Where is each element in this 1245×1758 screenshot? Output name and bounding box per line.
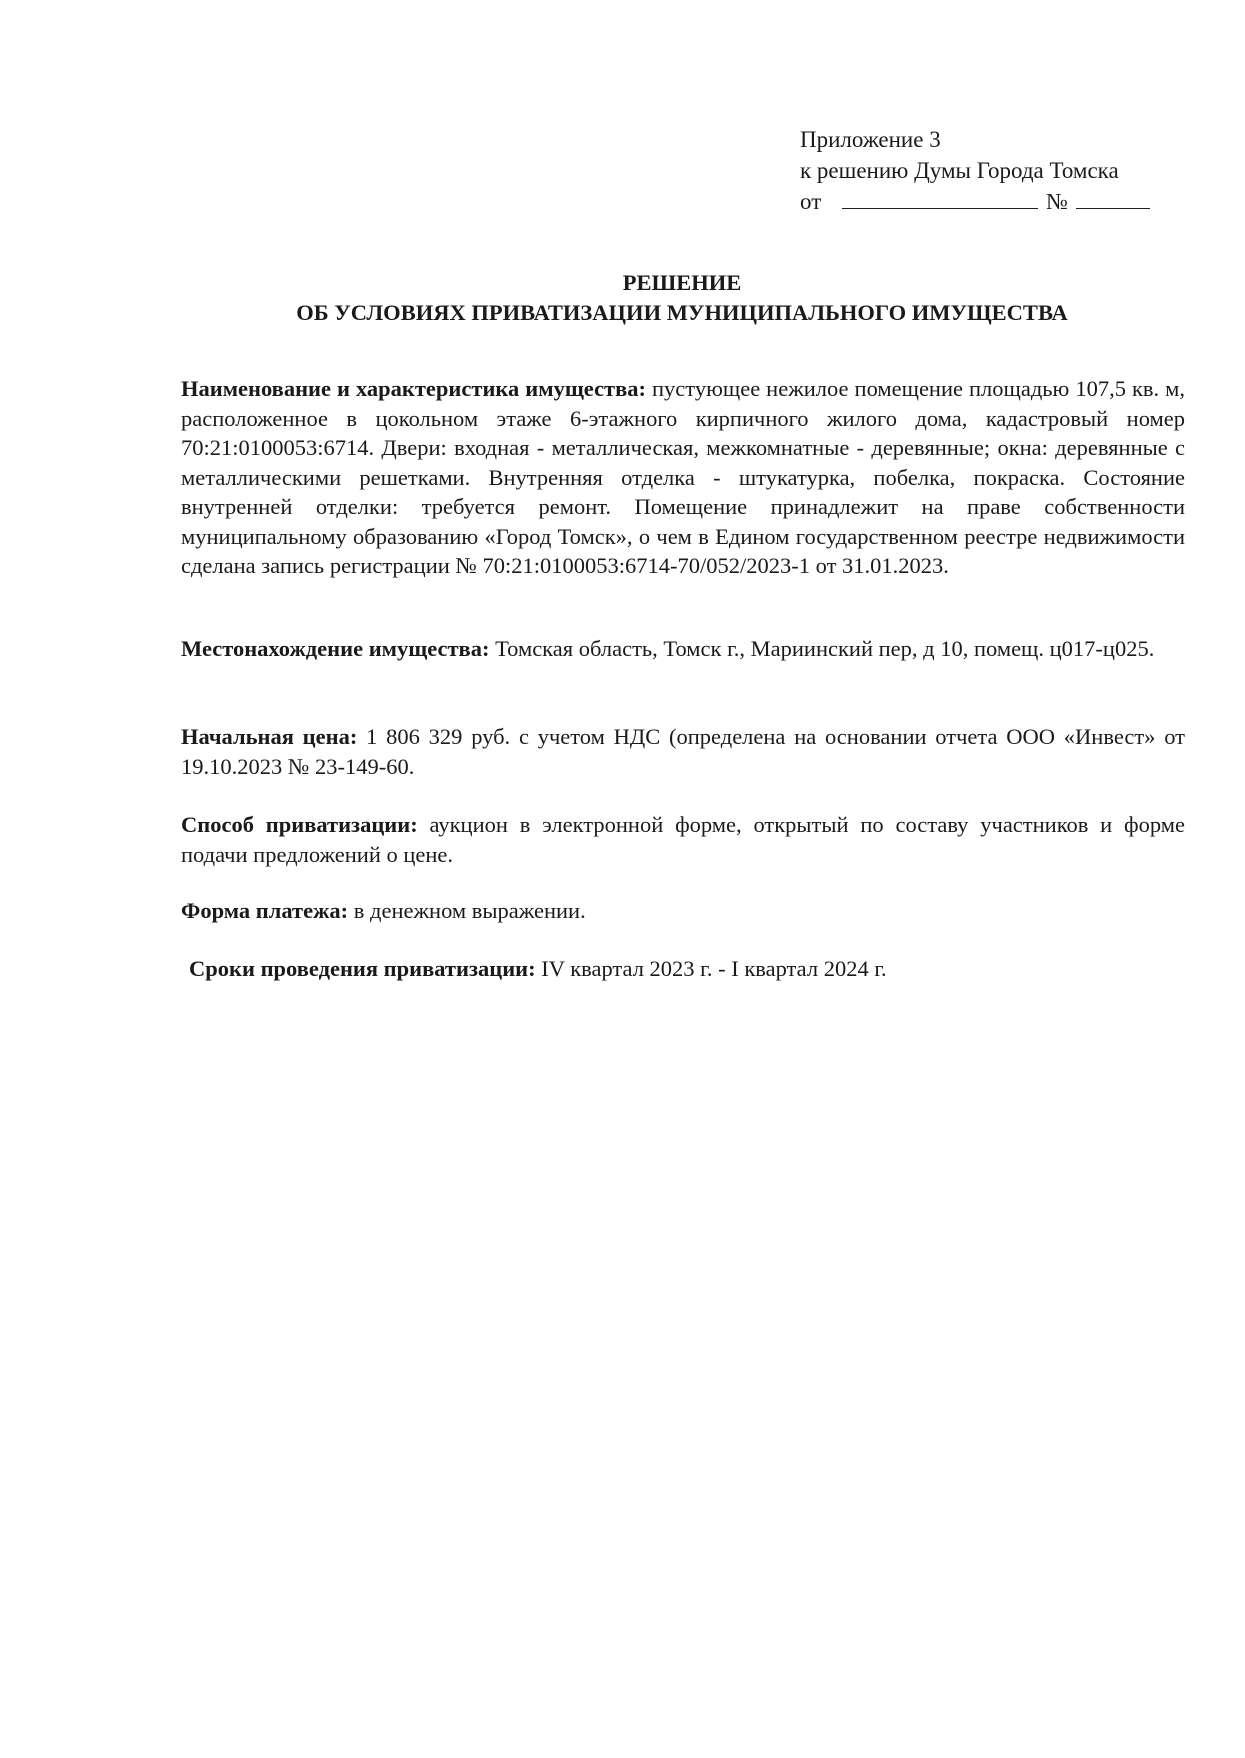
number-blank (1076, 188, 1150, 209)
property-name-label: Наименование и характеристика имущества: (181, 376, 647, 401)
appendix-number: Приложение 3 (800, 127, 941, 152)
payment-form-label: Форма платежа: (181, 898, 349, 923)
privatization-terms-text: IV квартал 2023 г. - I квартал 2024 г. (535, 956, 887, 981)
initial-price-text: 1 806 329 руб. с учетом НДС (определена на основании отчета ООО «Инвест» от 19.10.2023 № 23-149-60. (181, 724, 1185, 779)
location-label: Местонахождение имущества: (181, 636, 490, 661)
appendix-header (800, 124, 1150, 217)
section-property-name (181, 374, 1185, 581)
section-privatization-terms (189, 954, 1193, 984)
title-line-2: ОБ УСЛОВИЯХ ПРИВАТИЗАЦИИ МУНИЦИПАЛЬНОГО ИМУЩЕСТВА (296, 300, 1068, 325)
payment-form-text: в денежном выражении. (348, 898, 586, 923)
number-label: № (1046, 189, 1068, 214)
appendix-reference: к решению Думы Города Томска (800, 158, 1119, 183)
section-privatization-method (181, 810, 1185, 869)
location-text: Томская область, Томск г., Мариинский пер, д 10, помещ. ц017-ц025. (489, 636, 1155, 661)
title-line-1: РЕШЕНИЕ (622, 270, 742, 295)
privatization-method-text: аукцион в электронной форме, открытый по составу участников и форме подачи предложений о цене. (181, 812, 1185, 867)
date-blank (842, 188, 1038, 209)
appendix-date-line (800, 186, 1150, 217)
section-payment-form (181, 896, 1185, 926)
date-label: от (800, 189, 822, 214)
initial-price-label: Начальная цена: (181, 724, 358, 749)
section-initial-price (181, 722, 1185, 781)
property-name-text: пустующее нежилое помещение площадью 107,5 кв. м, расположенное в цокольном этаже 6-этажного кирпичного жилого дома, кадастровый номер 70:21:0100053:6714. Двери: входная - металлическая, межкомнатные - деревянные; окна: деревянные с металлическими решетками. Внутренняя отделка - штукатурка, побелка, покраска. Состояние внутренней отделки: требуется ремонт. Помещение принадлежит на праве собственности муниципальному образованию «Город Томск», о чем в Едином государственном реестре недвижимости сделана запись регистрации № 70:21:0100053:6714-70/052/2023-1 от 31.01.2023. (181, 376, 1186, 578)
privatization-method-label: Способ приватизации: (181, 812, 418, 837)
section-location (181, 634, 1185, 664)
privatization-terms-label: Сроки проведения приватизации: (189, 956, 536, 981)
document-title (182, 268, 1182, 328)
